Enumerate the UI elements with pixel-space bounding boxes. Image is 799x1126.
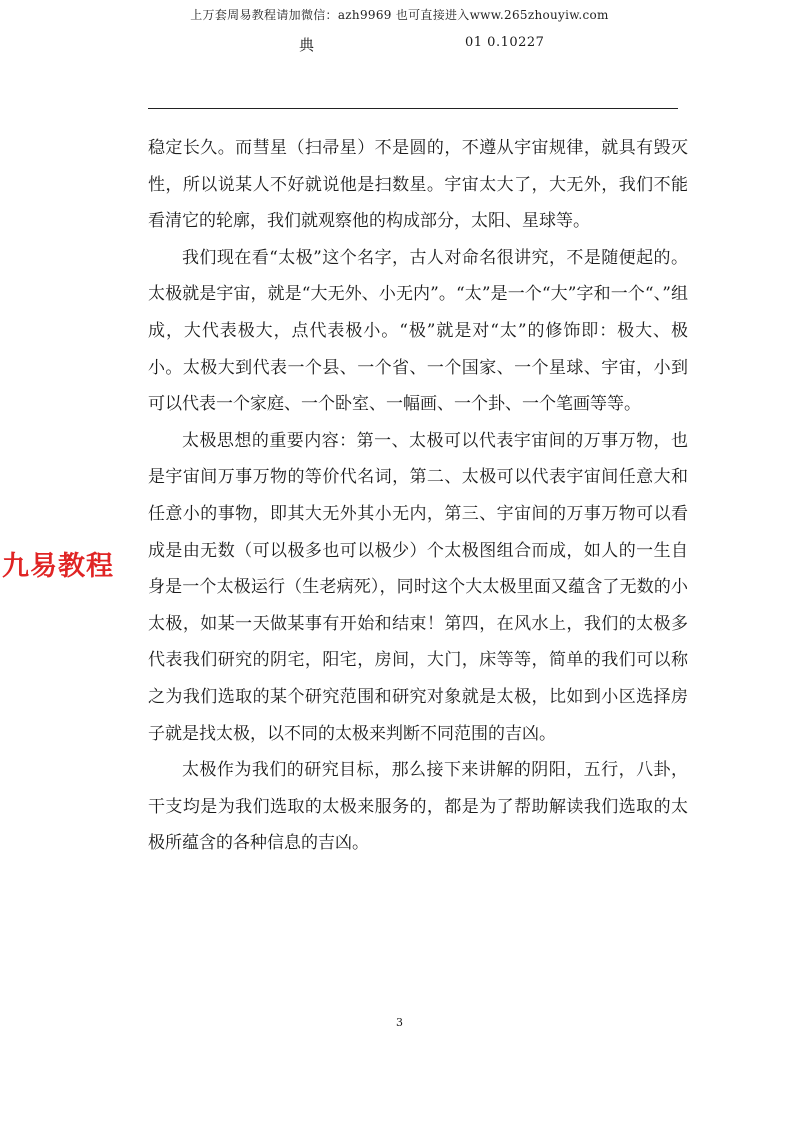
paragraph-2: 我们现在看“太极”这个名字，古人对命名很讲究，不是随便起的。太极就是宇宙，就是“大无外、小无内”。“太”是一个“大”字和一个“、”组成，大代表极大，点代表极小。“极”就是对“太”的修饰即：极大、极小。太极大到代表一个县、一个省、一个国家、一个星球、宇宙，小到可以代表一个家庭、一个卧室、一幅画、一个卦、一个笔画等等。 <box>148 247 688 415</box>
watermark-logo: 九易教程 <box>2 551 114 582</box>
top-banner: 上万套周易教程请加微信：azh9969 也可直接进入www.265zhouyiw.com <box>190 8 609 22</box>
header-right-text: 01 0.10227 <box>465 35 545 50</box>
page-number: 3 <box>396 1016 403 1029</box>
header-divider <box>148 108 678 109</box>
body-text <box>148 130 688 862</box>
paragraph-1: 稳定长久。而彗星（扫帚星）不是圆的，不遵从宇宙规律，就具有毁灭性，所以说某人不好就说他是扫数星。宇宙太大了，大无外，我们不能看清它的轮廓，我们就观察他的构成部分，太阳、星球等。 <box>148 138 688 232</box>
header-left-text: 典 <box>299 36 315 54</box>
paragraph-4: 太极作为我们的研究目标，那么接下来讲解的阴阳，五行，八卦，干支均是为我们选取的太极来服务的，都是为了帮助解读我们选取的太极所蕴含的各种信息的吉凶。 <box>148 760 688 854</box>
paragraph-3: 太极思想的重要内容：第一、太极可以代表宇宙间的万事万物，也是宇宙间万事万物的等价代名词，第二、太极可以代表宇宙间任意大和任意小的事物，即其大无外其小无内，第三、宇宙间的万事万物可以看成是由无数（可以极多也可以极少）个太极图组合而成，如人的一生自身是一个太极运行（生老病死），同时这个大太极里面又蕴含了无数的小太极，如某一天做某事有开始和结束！第四，在风水上，我们的太极多代表我们研究的阴宅，阳宅，房间，大门，床等等，简单的我们可以称之为我们选取的某个研究范围和研究对象就是太极，比如到小区选择房子就是找太极，以不同的太极来判断不同范围的吉凶。 <box>148 430 688 744</box>
